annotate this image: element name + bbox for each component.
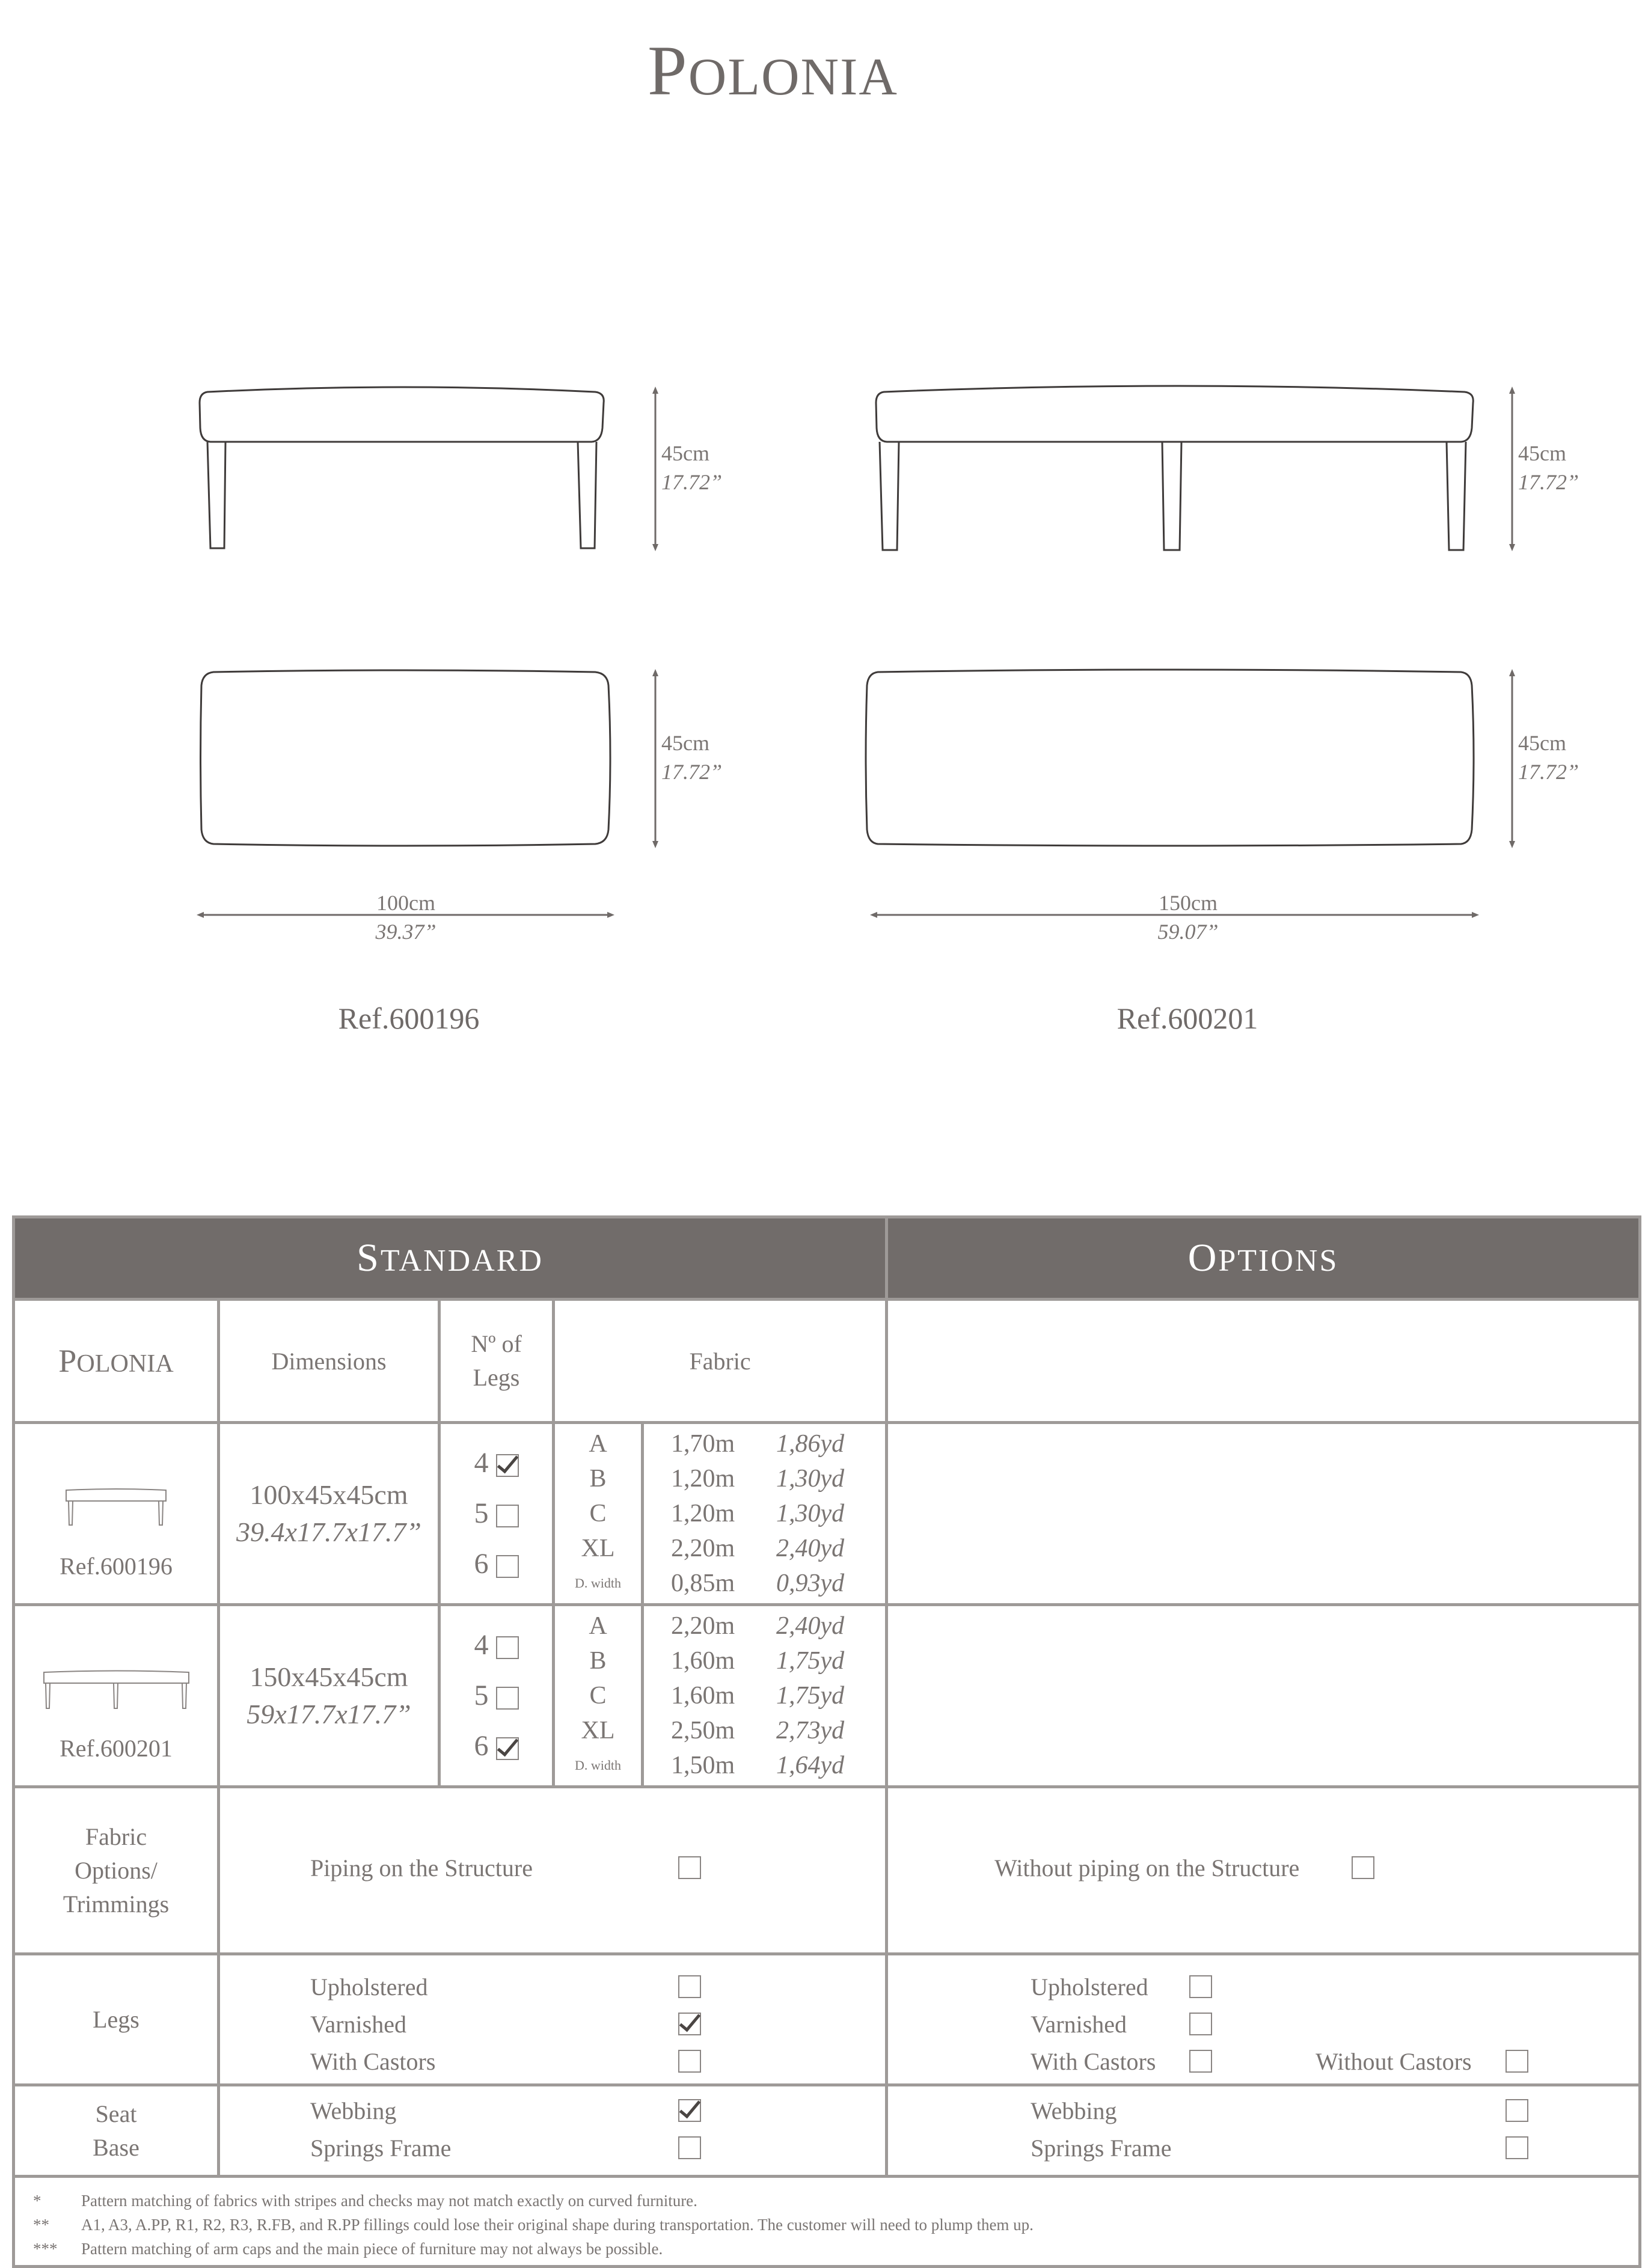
opt-seat-springs-label: Springs Frame: [1031, 2134, 1172, 2162]
product-dimensions: 150x45x45cm 59x17.7x17.7”: [219, 1605, 440, 1787]
fabric-quantities: 2,20m 2,40yd 1,60m 1,75yd 1,60m 1,75yd 2,50m 2,73yd 1,50m 1,64yd: [643, 1605, 887, 1787]
bench-150-ref: Ref.600201: [1117, 1001, 1258, 1035]
legs-varnished-checkbox[interactable]: [678, 2013, 701, 2035]
opt-without-castors-label: Without Castors: [1316, 2047, 1472, 2075]
fabric-options-option: [887, 1787, 1640, 1954]
bench-150-depth-label: 45cm 17.72”: [1518, 731, 1579, 784]
footnote-text: A1, A3, A.PP, R1, R2, R3, R.FB, and R.PP fillings could lose their original shape during transportation. The customer will need to plump them up.: [81, 2215, 1034, 2234]
legs-5-checkbox[interactable]: [496, 1687, 519, 1710]
legs-upholstered-label: Upholstered: [310, 1973, 428, 2001]
fabric-grades: A B C XL D. width: [554, 1423, 643, 1605]
fabric-quantities: 1,70m 1,86yd 1,20m 1,30yd 1,20m 1,30yd 2,20m 2,40yd 0,85m 0,93yd: [643, 1423, 887, 1605]
bench-150-height-label: 45cm 17.72”: [1518, 441, 1579, 494]
bench-150-front-view: [876, 386, 1473, 550]
options-empty: [887, 1423, 1640, 1605]
footnotes: [14, 2177, 1640, 2267]
product-row: [14, 1605, 1640, 1787]
opt-seat-webbing-label: Webbing: [1031, 2097, 1117, 2124]
legs-castors-label: With Castors: [310, 2047, 436, 2075]
opt-seat-springs-checkbox[interactable]: [1506, 2136, 1528, 2159]
options-empty: [887, 1605, 1640, 1787]
legs-6-checkbox[interactable]: [496, 1737, 519, 1760]
bench-150-thumbnail: [37, 1665, 196, 1722]
without-piping-label: Without piping on the Structure: [994, 1854, 1300, 1881]
bench-100-front-view: [200, 387, 604, 548]
opt-seat-webbing-checkbox[interactable]: [1506, 2099, 1528, 2122]
product-row: [14, 1423, 1640, 1605]
legs-count-cell: 4 5 6: [440, 1605, 554, 1787]
piping-checkbox[interactable]: [678, 1856, 701, 1879]
legs-count-cell: 4 5 6: [440, 1423, 554, 1605]
seat-webbing-checkbox[interactable]: [678, 2099, 701, 2122]
legs-upholstered-checkbox[interactable]: [678, 1975, 701, 1998]
page-title: POLONIA: [648, 31, 898, 110]
legs-options: [887, 1954, 1640, 2085]
col-legs: Nº of Legs: [440, 1300, 554, 1423]
bench-150-width-label: 150cm 59.07”: [1157, 891, 1219, 944]
col-fabric: Fabric: [554, 1300, 887, 1423]
legs-5-checkbox[interactable]: [496, 1505, 519, 1527]
opt-legs-upholstered-checkbox[interactable]: [1189, 1975, 1212, 1998]
footnote-text: Pattern matching of arm caps and the main piece of furniture may not always be possible.: [81, 2239, 663, 2258]
legs-4-checkbox[interactable]: [496, 1636, 519, 1659]
bench-100-ref: Ref.600196: [338, 1001, 480, 1035]
seat-standard: [219, 2085, 887, 2177]
bench-100-depth-label: 45cm 17.72”: [661, 731, 723, 784]
seat-webbing-label: Webbing: [310, 2097, 397, 2124]
legs-varnished-label: Varnished: [310, 2010, 406, 2038]
piping-label: Piping on the Structure: [310, 1854, 533, 1881]
opt-without-castors-checkbox[interactable]: [1506, 2050, 1528, 2073]
opt-legs-castors-checkbox[interactable]: [1189, 2050, 1212, 2073]
legs-castors-checkbox[interactable]: [678, 2050, 701, 2073]
specification-table: [12, 1215, 1641, 2268]
product-thumb-cell: [14, 1605, 219, 1787]
bench-100-height-label: 45cm 17.72”: [661, 441, 723, 494]
footnote-mark: ***: [33, 2239, 58, 2258]
product-ref: Ref.600196: [60, 1553, 173, 1580]
legs-4-checkbox[interactable]: [496, 1454, 519, 1477]
legs-label: Legs: [14, 1954, 219, 2085]
legs-standard: [219, 1954, 887, 2085]
opt-legs-varnished-checkbox[interactable]: [1189, 2013, 1212, 2035]
product-ref: Ref.600201: [60, 1735, 173, 1762]
footnote-mark: *: [33, 2191, 41, 2210]
footnote-mark: **: [33, 2215, 49, 2234]
col-polonia: POLONIA: [14, 1300, 219, 1423]
opt-legs-varnished-label: Varnished: [1031, 2010, 1127, 2038]
seat-options: [887, 2085, 1640, 2177]
without-piping-checkbox[interactable]: [1352, 1856, 1374, 1879]
bench-150-top-view: [866, 670, 1474, 846]
options-header: OPTIONS: [887, 1217, 1640, 1300]
footnote-text: Pattern matching of fabrics with stripes and checks may not match exactly on curved furniture.: [81, 2191, 697, 2210]
col-dimensions: Dimensions: [219, 1300, 440, 1423]
opt-legs-castors-label: With Castors: [1031, 2047, 1156, 2075]
product-dimensions: 100x45x45cm 39.4x17.7x17.7”: [219, 1423, 440, 1605]
bench-100-thumbnail: [59, 1483, 173, 1540]
bench-100-top-view: [201, 670, 611, 846]
fabric-grades: A B C XL D. width: [554, 1605, 643, 1787]
fabric-options-standard: [219, 1787, 887, 1954]
seat-springs-checkbox[interactable]: [678, 2136, 701, 2159]
seat-base-label: Seat Base: [14, 2085, 219, 2177]
fabric-options-label: Fabric Options/ Trimmings: [14, 1787, 219, 1954]
bench-100-width-label: 100cm 39.37”: [375, 891, 437, 944]
product-thumb-cell: [14, 1423, 219, 1605]
legs-6-checkbox[interactable]: [496, 1555, 519, 1578]
seat-springs-label: Springs Frame: [310, 2134, 452, 2162]
opt-legs-upholstered-label: Upholstered: [1031, 1973, 1148, 2001]
standard-header: STANDARD: [14, 1217, 887, 1300]
options-empty: [887, 1300, 1640, 1423]
